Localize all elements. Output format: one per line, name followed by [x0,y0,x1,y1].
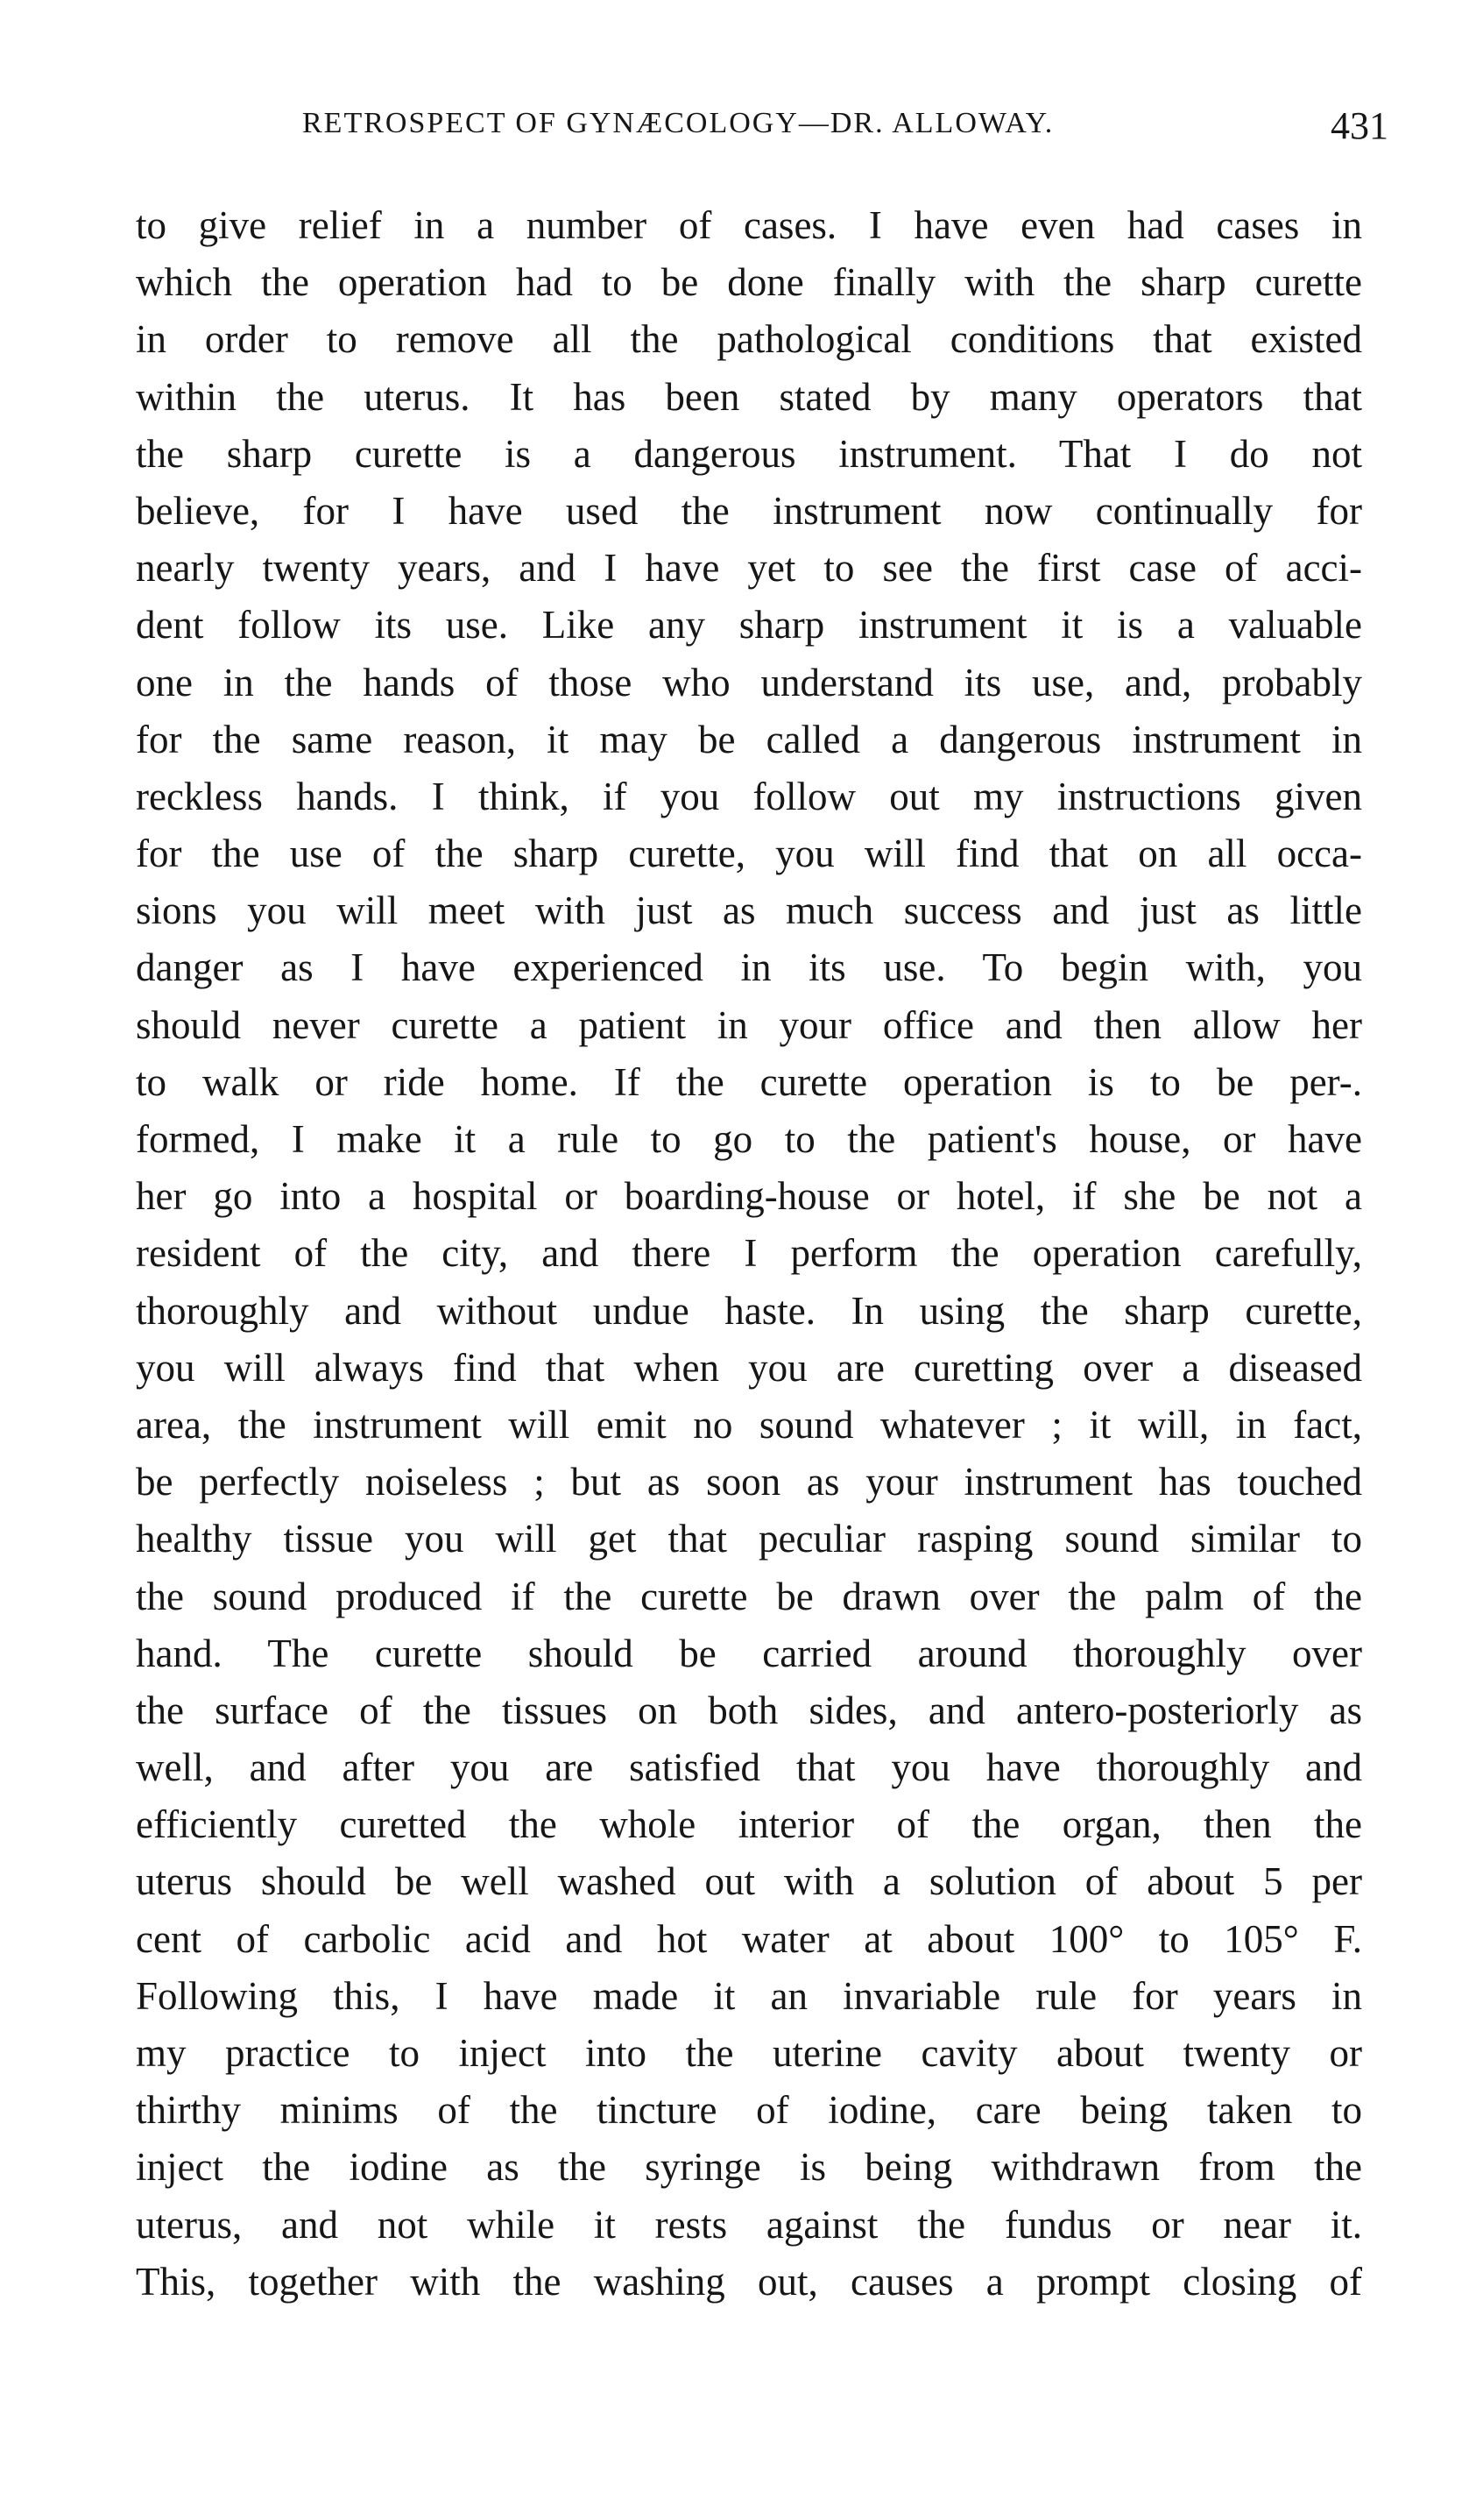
text-line: formed, I make it a rule to go to the patient's house, or have [136,1117,1362,1161]
text-line: the sharp curette is a dangerous instrument. That I do not [136,431,1362,476]
text-line: efficiently curetted the whole interior of the organ, then the [136,1802,1362,1847]
text-line: uterus should be well washed out with a solution of about 5 per [136,1859,1362,1904]
text-line: one in the hands of those who understand its use, and, probably [136,660,1362,704]
text-line: for the use of the sharp curette, you will find that on all occa- [136,832,1362,876]
text-line: the sound produced if the curette be drawn over the palm of the [136,1574,1362,1618]
body-text [136,197,1362,2311]
text-line: you will always find that when you are curetting over a diseased [136,1345,1362,1390]
text-line: within the uterus. It has been stated by many operators that [136,374,1362,419]
text-line: reckless hands. I think, if you follow out my instructions given [136,774,1362,818]
text-line: her go into a hospital or boarding-house or hotel, if she be not a [136,1174,1362,1219]
text-line: to walk or ride home. If the curette operation is to be per-. [136,1059,1362,1104]
text-line: my practice to inject into the uterine cavity about twenty or [136,2031,1362,2075]
text-line: well, and after you are satisfied that you have thoroughly and [136,1745,1362,1790]
text-line: should never curette a patient in your office and then allow her [136,1002,1362,1047]
text-line: healthy tissue you will get that peculiar rasping sound similar to [136,1517,1362,1561]
text-line: sions you will meet with just as much success and just as little [136,888,1362,933]
text-line: nearly twenty years, and I have yet to see the first case of acci- [136,546,1362,591]
text-line: inject the iodine as the syringe is being withdrawn from the [136,2145,1362,2190]
text-line: thoroughly and without undue haste. In using the sharp curette, [136,1288,1362,1333]
running-head [136,103,1388,156]
text-line: hand. The curette should be carried around thoroughly over [136,1631,1362,1675]
text-line: thirthy minims of the tincture of iodine, care being taken to [136,2088,1362,2133]
text-line: This, together with the washing out, causes a prompt closing of [136,2259,1362,2304]
text-line: danger as I have experienced in its use. To begin with, you [136,945,1362,990]
text-line: to give relief in a number of cases. I have even had cases in [136,203,1362,247]
text-line: resident of the city, and there I perform the operation carefully, [136,1231,1362,1276]
text-line: the surface of the tissues on both sides, and antero-posteriorly as [136,1688,1362,1732]
text-line: in order to remove all the pathological conditions that existed [136,317,1362,362]
text-line: dent follow its use. Like any sharp instrument it is a valuable [136,603,1362,648]
page-number: 431 [1331,104,1388,147]
text-line: believe, for I have used the instrument now continually for [136,488,1362,533]
text-line: for the same reason, it may be called a dangerous instrument in [136,717,1362,761]
text-line: area, the instrument will emit no sound whatever ; it will, in fact, [136,1402,1362,1447]
text-line: be perfectly noiseless ; but as soon as your instrument has touched [136,1460,1362,1504]
text-line: uterus, and not while it rests against the fundus or near it. [136,2202,1362,2247]
running-title: RETROSPECT OF GYNÆCOLOGY—DR. ALLOWAY. [302,107,1055,139]
text-line: which the operation had to be done finally with the sharp curette [136,260,1362,305]
text-line: cent of carbolic acid and hot water at about 100° to 105° F. [136,1916,1362,1961]
text-line: Following this, I have made it an invariable rule for years in [136,1973,1362,2018]
